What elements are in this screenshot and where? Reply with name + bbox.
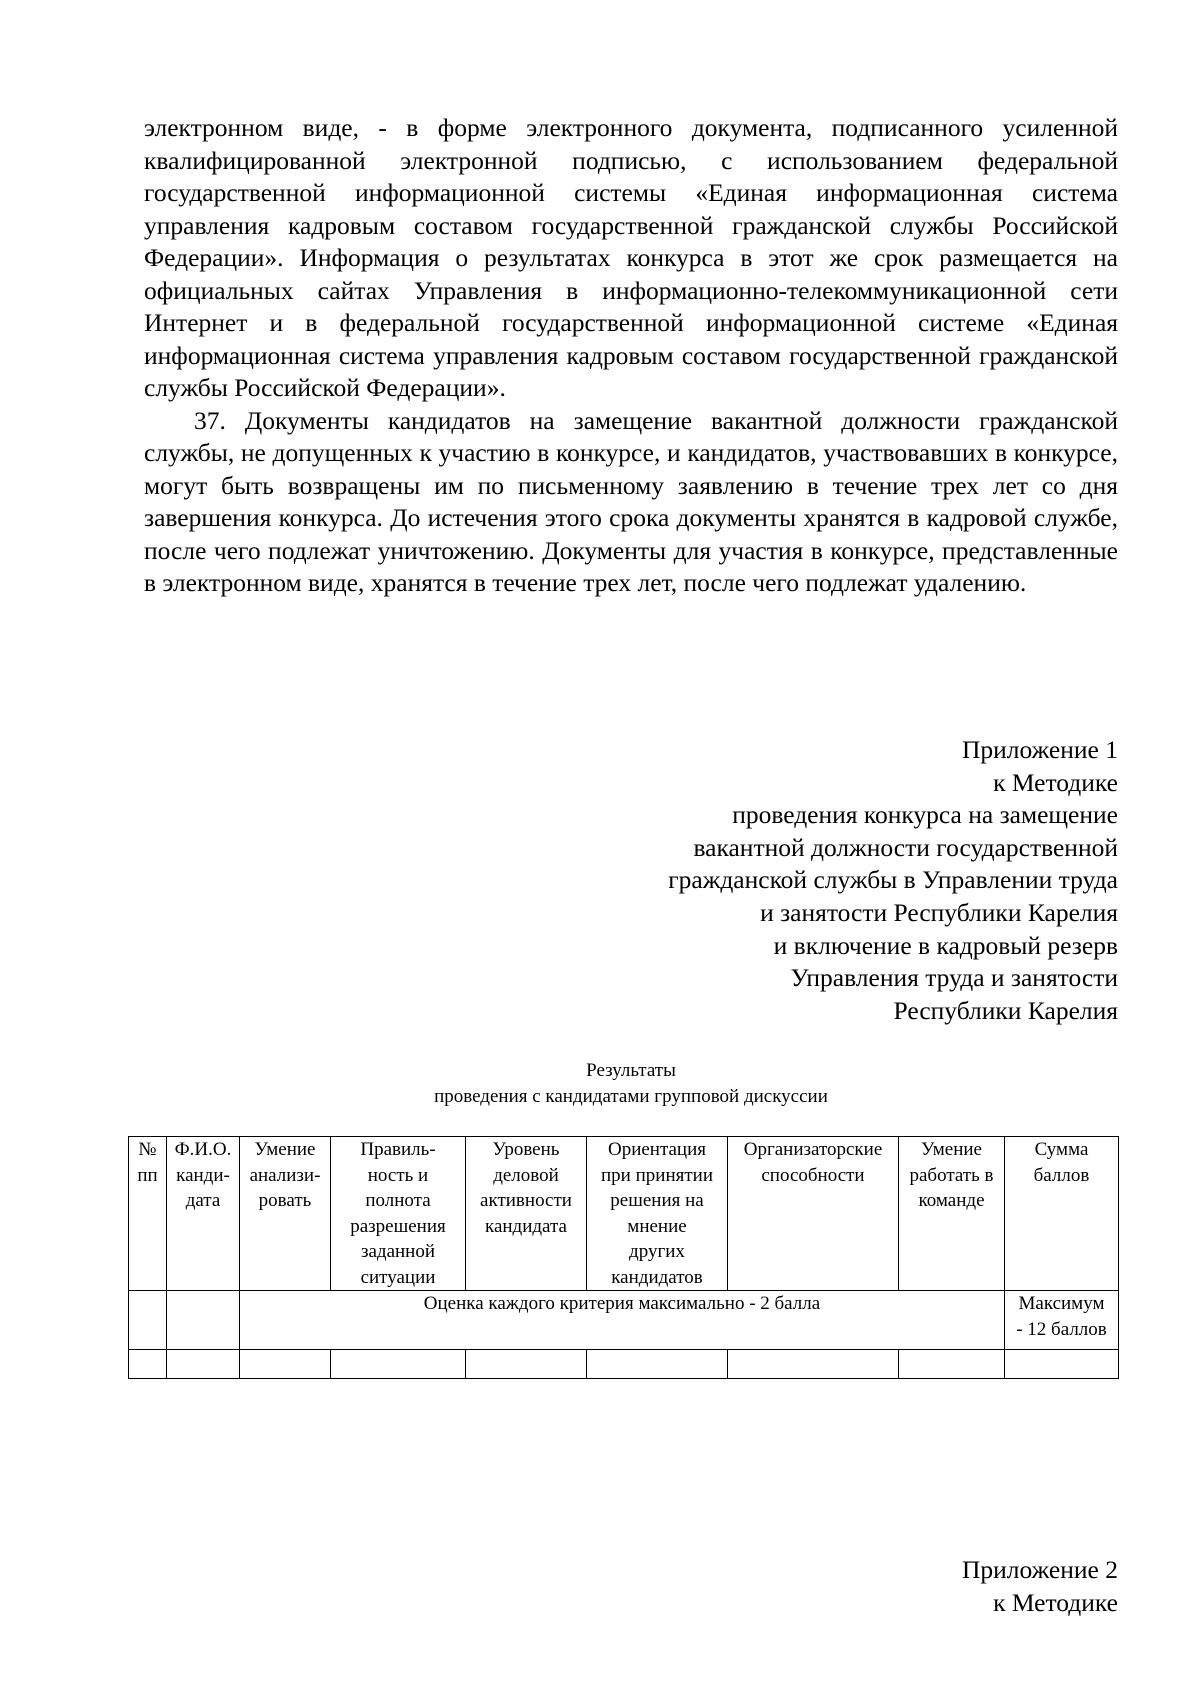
header-cell: Умение анализи- ровать — [240, 1137, 331, 1291]
table-header-row — [129, 1137, 1119, 1291]
appendix-2-heading — [144, 1554, 1118, 1619]
document-page — [137, 112, 1118, 1617]
table-caption — [144, 1058, 1118, 1110]
continuation-paragraph: электронном виде, - в форме электронного документа, подписанного усиленной квалифицированной электронной подписью, с использованием федеральной государственной информационной системы «Единая информационная система управления кадровым составом государственной гражданской службы Российской Федерации». Информация о результатах конкурса в этот же срок размещается на официальных сайтах Управления в информационно-телекоммуникационной сети Интернет и в федеральной государственной информационной системе «Единая информационная система управления кадровым составом государственной гражданской службы Российской Федерации». — [144, 113, 1118, 402]
empty-cell — [466, 1350, 587, 1379]
header-cell: Сумма баллов — [1005, 1137, 1119, 1291]
results-table — [128, 1136, 1119, 1379]
empty-cell — [587, 1350, 728, 1379]
header-cell: Организаторские способности — [728, 1137, 899, 1291]
empty-cell — [728, 1350, 899, 1379]
appendix-1-line: Приложение 1 — [962, 735, 1118, 764]
header-cell: Правиль- ность и полнота разрешения заданной ситуации — [331, 1137, 466, 1291]
table-row — [129, 1350, 1119, 1379]
header-cell: Ориентация при принятии решения на мнение других кандидатов — [587, 1137, 728, 1291]
appendix-1-line: гражданской службы в Управлении труда — [668, 865, 1118, 895]
appendix-2-line: к Методике — [993, 1587, 1118, 1617]
paragraph-37: 37. Документы кандидатов на замещение вакантной должности гражданской службы, не допущенных к участию в конкурсе, и кандидатов, участвовавших в конкурсе, могут быть возвращены им по письменному заявлению в течение трех лет со дня завершения конкурса. До истечения этого срока документы хранятся в кадровой службе, после чего подлежат уничтожению. Документы для участия в конкурсе, представленные в электронном виде, хранятся в течение трех лет, после чего подлежат удалению. — [144, 405, 1118, 597]
appendix-1-heading — [144, 734, 1118, 1027]
appendix-2-line: Приложение 2 — [962, 1555, 1118, 1584]
empty-cell — [129, 1350, 167, 1379]
appendix-1-line: вакантной должности государственной — [693, 832, 1118, 862]
appendix-1-line: Республики Карелия — [893, 995, 1118, 1025]
table-caption-title: Результаты — [586, 1060, 676, 1081]
appendix-1-line: к Методике — [993, 767, 1118, 797]
empty-cell — [1005, 1350, 1119, 1379]
empty-cell — [129, 1291, 167, 1350]
empty-cell — [899, 1350, 1005, 1379]
header-cell: № пп — [129, 1137, 167, 1291]
empty-cell — [331, 1350, 466, 1379]
appendix-1-line: проведения конкурса на замещение — [732, 800, 1118, 830]
appendix-1-line: Управления труда и занятости — [790, 963, 1118, 993]
empty-cell — [167, 1291, 240, 1350]
table-caption-subtitle: проведения с кандидатами групповой дискуссии — [434, 1086, 828, 1107]
scoring-note-cell: Оценка каждого критерия максимально - 2 балла — [240, 1291, 1005, 1350]
table-scoring-row — [129, 1291, 1119, 1350]
appendix-1-line: и включение в кадровый резерв — [773, 930, 1118, 960]
header-cell: Ф.И.О. канди- дата — [167, 1137, 240, 1291]
appendix-1-line: и занятости Республики Карелия — [760, 897, 1118, 927]
max-total-cell: Максимум - 12 баллов — [1005, 1291, 1119, 1350]
header-cell: Умение работать в команде — [899, 1137, 1005, 1291]
empty-cell — [167, 1350, 240, 1379]
empty-cell — [240, 1350, 331, 1379]
header-cell: Уровень деловой активности кандидата — [466, 1137, 587, 1291]
